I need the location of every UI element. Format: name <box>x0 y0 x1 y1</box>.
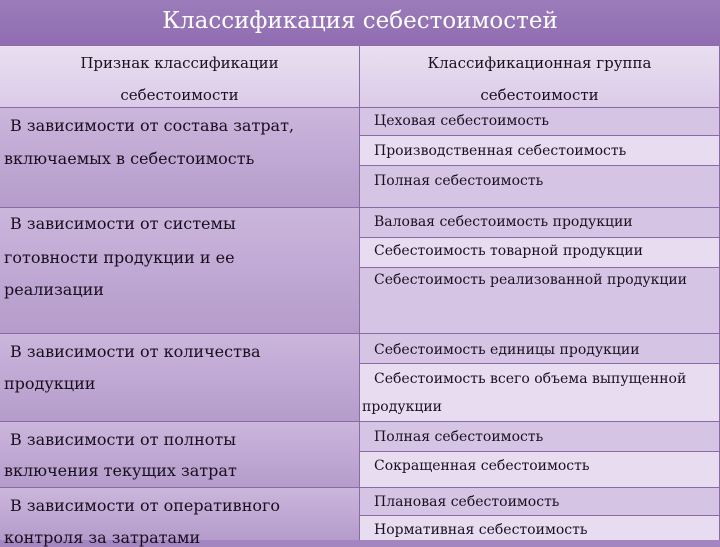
group-cell <box>360 166 720 208</box>
group-cell <box>360 238 720 268</box>
criterion-line: В зависимости от оперативного <box>10 496 280 515</box>
group-label: Цеховая себестоимость <box>374 113 550 129</box>
group-cell <box>360 136 720 166</box>
group-label: Себестоимость товарной продукции <box>374 243 643 259</box>
group-label: Сокращенная себестоимость <box>374 458 590 474</box>
group-cell <box>360 108 720 136</box>
group-cell <box>360 452 720 488</box>
group-label: Производственная себестоимость <box>374 143 627 159</box>
group-cell <box>360 516 720 540</box>
criterion-line: В зависимости от системы <box>10 214 236 233</box>
criterion-cell <box>0 422 360 488</box>
group-label: Себестоимость реализованной продукции <box>374 272 688 288</box>
group-cell <box>360 334 720 364</box>
group-cell <box>360 268 720 334</box>
group-cell <box>360 208 720 238</box>
group-label: Плановая себестоимость <box>374 494 560 510</box>
header-criterion <box>0 46 360 108</box>
criterion-cell <box>0 334 360 422</box>
criterion-line: В зависимости от количества <box>10 342 261 361</box>
header-group-line: себестоимости <box>480 86 599 104</box>
criterion-cell <box>0 488 360 547</box>
group-cell <box>360 364 720 422</box>
criterion-line: включения текущих затрат <box>4 461 237 480</box>
criterion-line: контроля за затратами <box>4 528 201 547</box>
group-label: Валовая себестоимость продукции <box>374 214 633 230</box>
group-cell <box>360 488 720 516</box>
criterion-line: готовности продукции и ее <box>4 248 235 267</box>
criterion-line: В зависимости от полноты <box>10 430 236 449</box>
group-label: продукции <box>362 399 442 415</box>
classification-table <box>0 46 720 547</box>
header-criterion-line: себестоимости <box>120 86 239 104</box>
criterion-cell <box>0 208 360 334</box>
group-cell <box>360 422 720 452</box>
header-criterion-line: Признак классификации <box>80 54 279 72</box>
group-label: Нормативная себестоимость <box>374 522 588 538</box>
criterion-line: продукции <box>4 374 96 393</box>
criterion-line: включаемых в себестоимость <box>4 149 255 168</box>
criterion-cell <box>0 108 360 208</box>
title-bar <box>0 0 720 46</box>
criterion-line: реализации <box>4 280 104 299</box>
header-group-line: Классификационная группа <box>427 54 652 72</box>
criterion-line: В зависимости от состава затрат, <box>10 116 295 135</box>
group-label: Себестоимость единицы продукции <box>374 342 640 358</box>
group-label: Себестоимость всего объема выпущенной <box>374 371 687 387</box>
header-group <box>360 46 720 108</box>
group-label: Полная себестоимость <box>374 429 544 445</box>
group-label: Полная себестоимость <box>374 173 544 189</box>
page-title: Классификация себестоимостей <box>162 8 558 34</box>
